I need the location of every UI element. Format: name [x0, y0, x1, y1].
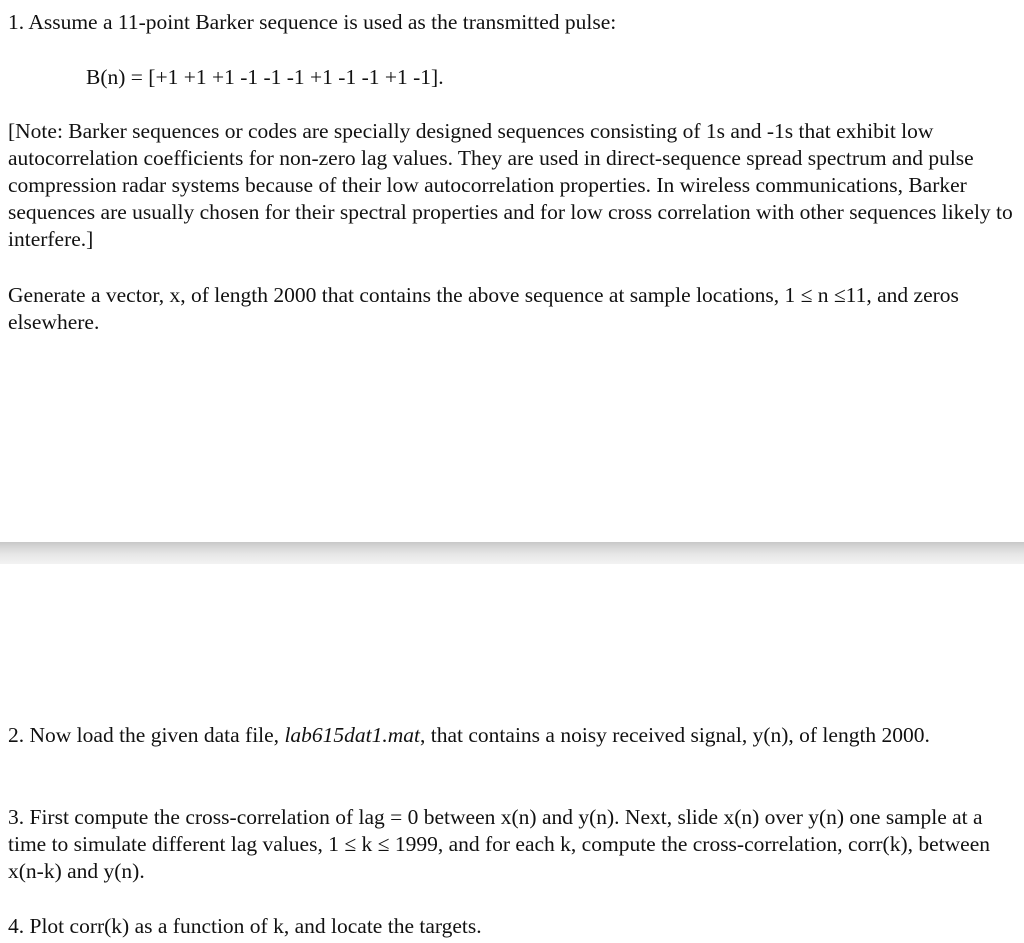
barker-note-paragraph: [Note: Barker sequences or codes are specially designed sequences consisting of 1s and -1s that exhibit low autocorrelation coefficients for non-zero lag values. They are used in direct-sequence spread spectrum and pulse compression radar systems because of their low autocorrelation properties. In wireless communications, Barker sequences are usually chosen for their spectral properties and for low cross correlation with other sequences likely to interfere.]: [8, 119, 1013, 251]
question-4-text: 4. Plot corr(k) as a function of k, and locate the targets.: [8, 914, 482, 938]
generate-vector-instruction: Generate a vector, x, of length 2000 that contains the above sequence at sample locations, 1 ≤ n ≤11, and zeros elsewhere.: [8, 283, 959, 334]
question-2-suffix: , that contains a noisy received signal, y(n), of length 2000.: [420, 723, 930, 747]
question-1-text: 1. Assume a 11-point Barker sequence is used as the transmitted pulse:: [8, 10, 617, 34]
document-page-2: [0, 564, 1024, 943]
question-3-text: 3. First compute the cross-correlation of lag = 0 between x(n) and y(n). Next, slide x(n) over y(n) one sample at a time to simulate different lag values, 1 ≤ k ≤ 1999, and for each k, compute the cross-correlation, corr(k), between x(n-k) and y(n).: [8, 805, 991, 883]
question-2-prefix: 2. Now load the given data file,: [8, 723, 285, 747]
barker-sequence-equation: B(n) = [+1 +1 +1 -1 -1 -1 +1 -1 -1 +1 -1].: [86, 65, 444, 89]
data-file-name: lab615dat1.mat: [284, 723, 421, 747]
page-separator: [0, 542, 1024, 564]
question-2-text: [8, 722, 1020, 749]
